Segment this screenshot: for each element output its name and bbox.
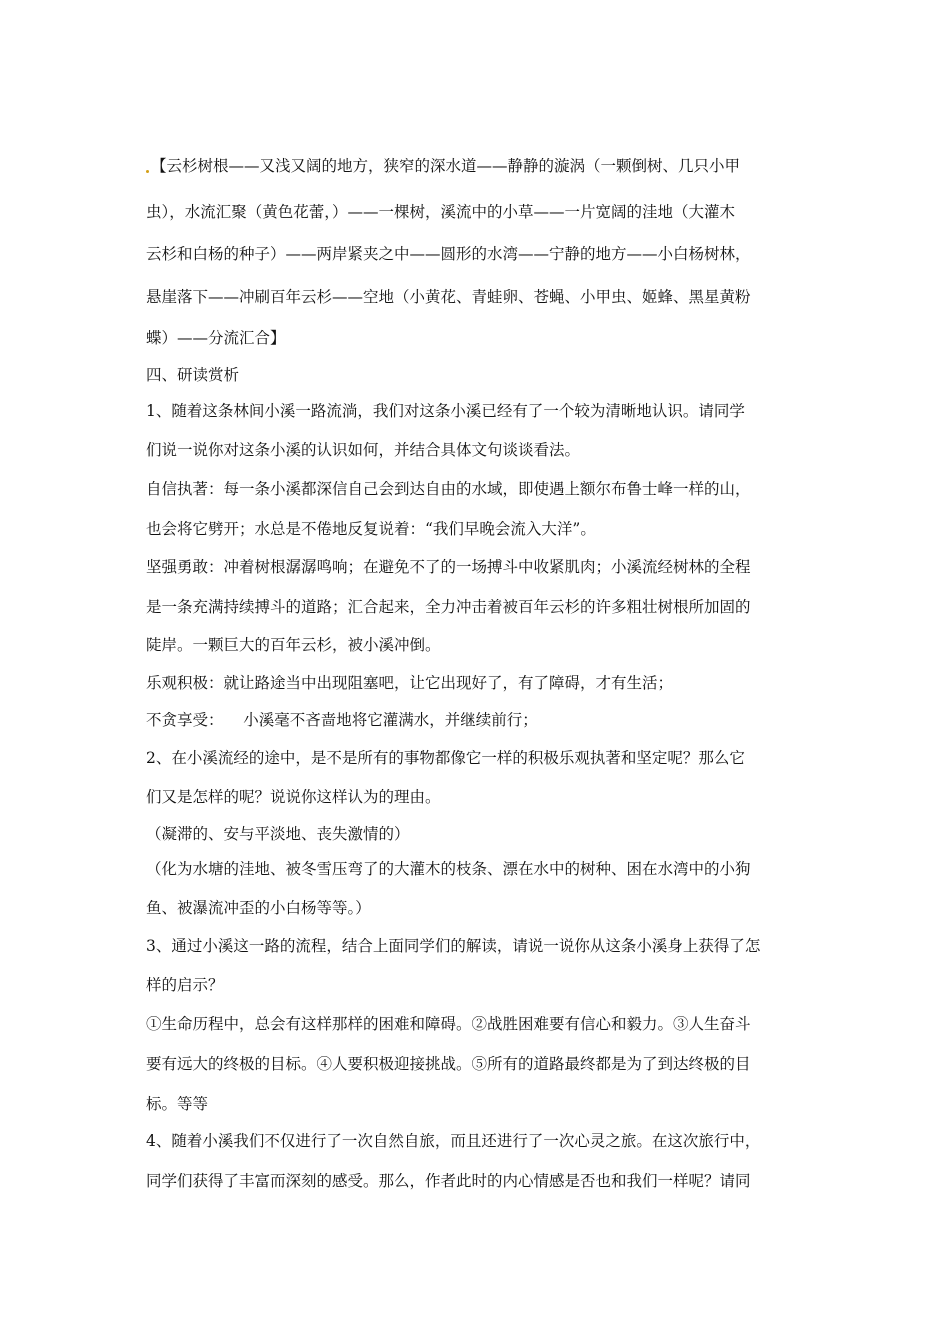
answer-line: 也会将它劈开；水总是不倦地反复说着：“我们早晚会流入大洋”。	[146, 520, 596, 538]
summary-line: 【云杉树根——又浅又阔的地方，狭窄的深水道——静静的漩涡（一颗倒树、几只小甲	[146, 155, 816, 177]
question-line: 同学们获得了丰富而深刻的感受。那么，作者此时的内心情感是否也和我们一样呢？请同	[146, 1172, 751, 1190]
answer-line: 标。等等	[146, 1095, 209, 1113]
section-heading: 四、研读赏析	[146, 366, 240, 384]
answer-line: ①生命历程中，总会有这样那样的困难和障碍。②战胜困难要有信心和毅力。③人生奋斗	[146, 1015, 751, 1033]
answer-line: 乐观积极：就让路途当中出现阻塞吧，让它出现好了，有了障碍，才有生活；	[146, 674, 674, 692]
answer-line: 鱼、被瀑流冲歪的小白杨等等。）	[146, 899, 371, 917]
question-line: 们说一说你对这条小溪的认识如何，并结合具体文句谈谈看法。	[146, 441, 581, 459]
question-line: 4、随着小溪我们不仅进行了一次自然自旅，而且还进行了一次心灵之旅。在这次旅行中，	[146, 1132, 761, 1150]
summary-line: 云杉和白杨的种子）——两岸紧夹之中——圆形的水湾——宁静的地方——小白杨树林，	[146, 245, 751, 263]
question-line: 样的启示？	[146, 976, 224, 994]
answer-line: 不贪享受： 小溪毫不吝啬地将它灌满水，并继续前行；	[146, 711, 538, 729]
question-line: 2、在小溪流经的途中，是不是所有的事物都像它一样的积极乐观执著和坚定呢？那么它	[146, 749, 745, 767]
answer-line: （化为水塘的洼地、被冬雪压弯了的大灌木的枝条、漂在水中的树种、困在水湾中的小狗	[146, 860, 751, 878]
answer-line: 要有远大的终极的目标。④人要积极迎接挑战。⑤所有的道路最终都是为了到达终极的目	[146, 1055, 751, 1073]
answer-line: （凝滞的、安与平淡地、丧失激情的）	[146, 825, 410, 843]
answer-line: 陡岸。一颗巨大的百年云杉，被小溪冲倒。	[146, 636, 441, 654]
summary-line: 蝶）——分流汇合】	[146, 329, 286, 347]
question-line: 1、随着这条林间小溪一路流淌，我们对这条小溪已经有了一个较为清晰地认识。请同学	[146, 402, 745, 420]
summary-line: 悬崖落下——冲刷百年云杉——空地（小黄花、青蛙卵、苍蝇、小甲虫、姬蜂、黑星黄粉	[146, 288, 751, 306]
answer-line: 坚强勇敢：冲着树根潺潺鸣响；在避免不了的一场搏斗中收紧肌肉；小溪流经树林的全程	[146, 558, 751, 576]
question-line: 3、通过小溪这一路的流程，结合上面同学们的解读，请说一说你从这条小溪身上获得了怎	[146, 937, 761, 955]
answer-line: 是一条充满持续搏斗的道路；汇合起来，全力冲击着被百年云杉的许多粗壮树根所加固的	[146, 598, 751, 616]
answer-line: 自信执著：每一条小溪都深信自己会到达自由的水域，即使遇上额尔布鲁士峰一样的山，	[146, 480, 751, 498]
marker-dot	[146, 170, 149, 173]
question-line: 们又是怎样的呢？说说你这样认为的理由。	[146, 788, 441, 806]
summary-line: 虫），水流汇聚（黄色花蕾，）——一棵树，溪流中的小草——一片宽阔的洼地（大灌木	[146, 203, 736, 221]
